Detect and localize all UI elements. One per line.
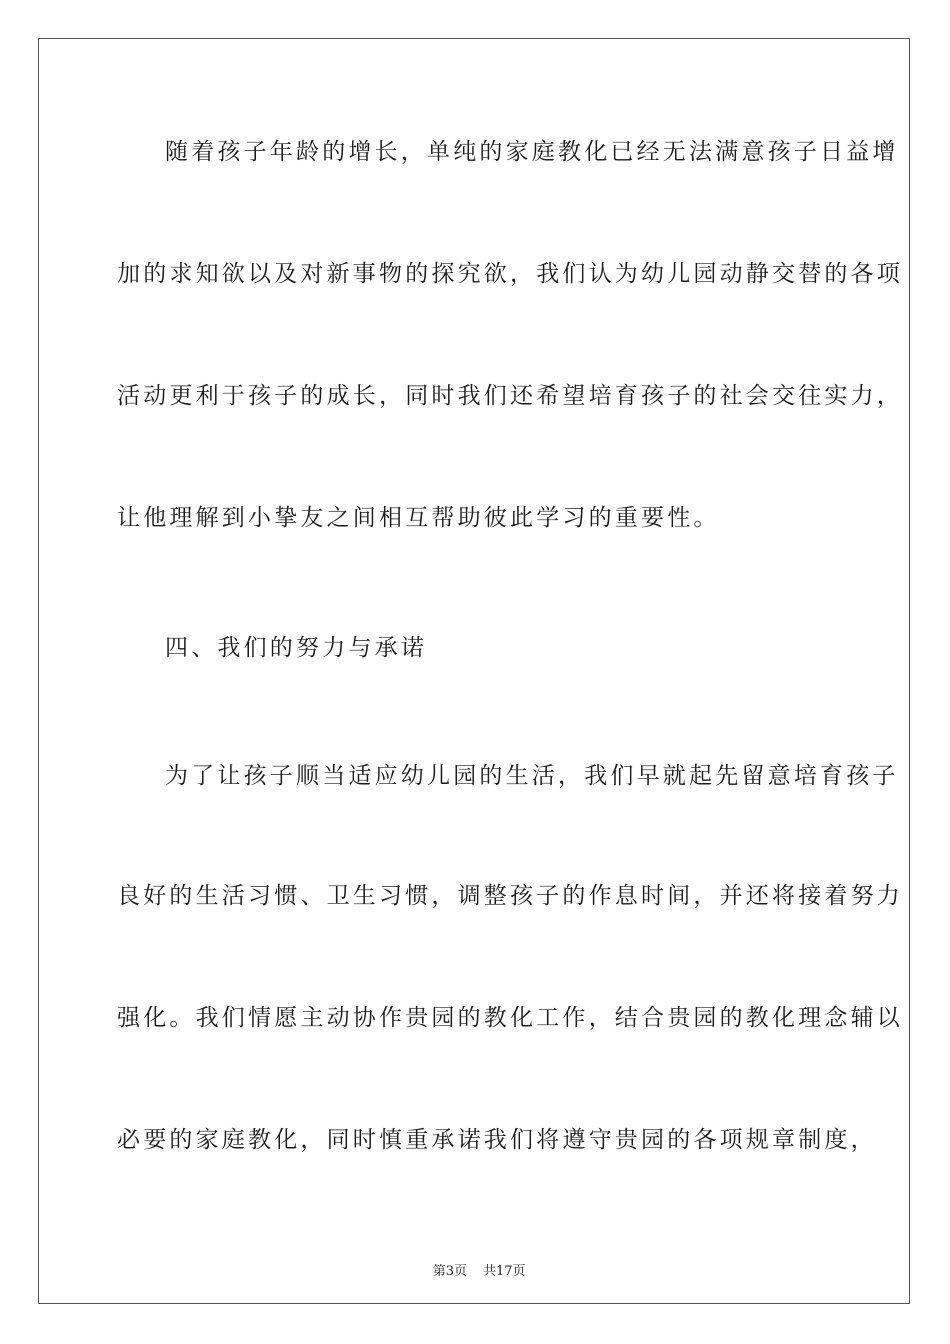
paragraph-1-line-3: 活动更利于孩子的成长，同时我们还希望培育孩子的社会交往实力， xyxy=(117,383,903,409)
paragraph-2-line-1: 为了让孩子顺当适应幼儿园的生活，我们早就起先留意培育孩子 xyxy=(165,763,899,789)
paragraph-2-line-4: 必要的家庭教化，同时慎重承诺我们将遵守贵园的各项规章制度， xyxy=(117,1127,877,1153)
paragraph-1-line-2: 加的求知欲以及对新事物的探究欲，我们认为幼儿园动静交替的各项 xyxy=(117,261,903,287)
total-pages: 共17页 xyxy=(483,1264,526,1279)
section-heading: 四、我们的努力与承诺 xyxy=(165,635,427,661)
paragraph-1-line-4: 让他理解到小挚友之间相互帮助彼此学习的重要性。 xyxy=(117,505,720,531)
paragraph-2-line-2: 良好的生活习惯、卫生习惯，调整孩子的作息时间，并还将接着努力 xyxy=(117,883,903,909)
paragraph-2-line-3: 强化。我们情愿主动协作贵园的教化工作，结合贵园的教化理念辅以 xyxy=(117,1005,903,1031)
page-number: 第3页 xyxy=(432,1264,467,1279)
page-border xyxy=(38,38,910,1304)
page-footer xyxy=(0,1245,950,1279)
paragraph-1-line-1: 随着孩子年龄的增长，单纯的家庭教化已经无法满意孩子日益增 xyxy=(165,139,899,165)
